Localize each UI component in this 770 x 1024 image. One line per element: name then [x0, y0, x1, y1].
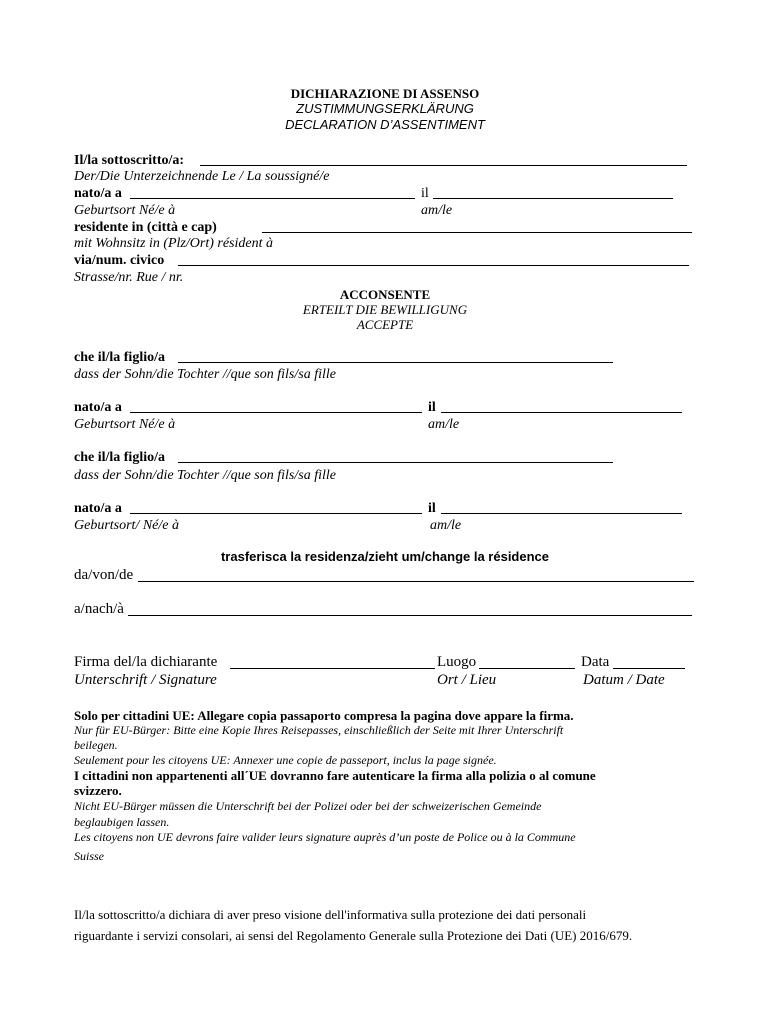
- consent-french: ACCEPTE: [356, 317, 414, 332]
- child2-name-sublabel: dass der Sohn/die Tochter //que son fils/sa fille: [74, 468, 336, 483]
- child2-birthdate-field[interactable]: [441, 513, 682, 514]
- street-label: via/num. civico: [74, 253, 165, 268]
- declarant-birthdate-label: il: [421, 186, 429, 201]
- child2-name-label: che il/la figlio/a: [74, 450, 165, 465]
- privacy-line1: Il/la sottoscritto/a dichiara di aver preso visione dell'informativa sulla protezione dei dati personali: [74, 907, 587, 922]
- note-eu-german-line2: beilegen.: [74, 738, 118, 752]
- street-field[interactable]: [178, 265, 689, 266]
- declarant-name-sublabel: Der/Die Unterzeichnende Le / La soussigné/e: [74, 169, 330, 184]
- declarant-birthplace-label: nato/a a: [74, 186, 122, 201]
- residence-label: residente in (città e cap): [74, 220, 217, 235]
- transfer-to-label: a/nach/à: [74, 601, 124, 617]
- consent-german: ERTEILT DIE BEWILLIGUNG: [302, 302, 468, 317]
- declarant-name-label: Il/la sottoscritto/a:: [74, 153, 185, 168]
- transfer-from-field[interactable]: [138, 581, 694, 582]
- declarant-birthdate-field[interactable]: [433, 198, 673, 199]
- title-german: ZUSTIMMUNGSERKLÄRUNG: [296, 101, 474, 116]
- title-french: DECLARATION D’ASSENTIMENT: [285, 117, 485, 132]
- street-sublabel: Strasse/nr. Rue / nr.: [74, 270, 184, 285]
- signature-field[interactable]: [230, 668, 435, 669]
- note-eu-french: Seulement pour les citoyens UE: Annexer une copie de passeport, inclus la page signée.: [74, 753, 497, 767]
- transfer-to-field[interactable]: [128, 615, 692, 616]
- child1-name-sublabel: dass der Sohn/die Tochter //que son fils/sa fille: [74, 367, 336, 382]
- consent-italian: ACCONSENTE: [339, 287, 431, 302]
- note-noneu-italian-line1: I cittadini non appartenenti all´UE dovranno fare autenticare la firma alla polizia o al comune: [74, 768, 596, 783]
- signature-sublabel: Unterschrift / Signature: [74, 672, 217, 688]
- child1-birthplace-field[interactable]: [130, 412, 422, 413]
- note-noneu-german-line2: beglaubigen lassen.: [74, 815, 170, 829]
- child1-birthdate-field[interactable]: [441, 412, 682, 413]
- child2-birthplace-sublabel: Geburtsort/ Né/e à: [74, 518, 179, 533]
- residence-sublabel: mit Wohnsitz in (Plz/Ort) résident à: [74, 236, 273, 251]
- note-noneu-french-line2: Suisse: [74, 849, 104, 863]
- signature-label: Firma del/la dichiarante: [74, 654, 218, 670]
- title-italian: DICHIARAZIONE DI ASSENSO: [290, 86, 480, 101]
- privacy-line2: riguardante i servizi consolari, ai sensi del Regolamento Generale sulla Protezione dei Dati (UE) 2016/679.: [74, 928, 633, 943]
- declarant-name-field[interactable]: [200, 165, 687, 166]
- note-eu-german-line1: Nur für EU-Bürger: Bitte eine Kopie Ihres Reisepasses, einschließlich der Seite mit Ihrer Unterschrift: [74, 723, 564, 737]
- place-field[interactable]: [479, 668, 575, 669]
- declarant-birthplace-sublabel: Geburtsort Né/e à: [74, 203, 176, 218]
- declarant-birthplace-field[interactable]: [130, 198, 415, 199]
- note-noneu-german-line1: Nicht EU-Bürger müssen die Unterschrift bei der Polizei oder bei der schweizerischen Gemeinde: [74, 799, 542, 813]
- transfer-from-label: da/von/de: [74, 567, 134, 583]
- child2-birthdate-label: il: [428, 501, 436, 516]
- child1-birthplace-sublabel: Geburtsort Né/e à: [74, 417, 176, 432]
- child2-birthdate-sublabel: am/le: [430, 518, 462, 533]
- place-label: Luogo: [437, 654, 477, 670]
- child1-birthdate-sublabel: am/le: [428, 417, 460, 432]
- date-label: Data: [581, 654, 610, 670]
- child1-birthdate-label: il: [428, 400, 436, 415]
- date-sublabel: Datum / Date: [583, 672, 665, 688]
- note-noneu-french-line1: Les citoyens non UE devrons faire valider leurs signature auprès d’un poste de Police ou à la Commune: [74, 830, 576, 844]
- child1-birthplace-label: nato/a a: [74, 400, 122, 415]
- date-field[interactable]: [613, 668, 685, 669]
- child1-name-label: che il/la figlio/a: [74, 350, 165, 365]
- child2-birthplace-field[interactable]: [130, 513, 422, 514]
- declarant-birthdate-sublabel: am/le: [421, 203, 453, 218]
- child1-name-field[interactable]: [178, 362, 613, 363]
- place-sublabel: Ort / Lieu: [437, 672, 497, 688]
- transfer-heading: trasferisca la residenza/zieht um/change la résidence: [220, 549, 550, 564]
- note-noneu-italian-line2: svizzero.: [74, 783, 122, 798]
- residence-field[interactable]: [262, 232, 692, 233]
- note-eu-italian: Solo per cittadini UE: Allegare copia passaporto compresa la pagina dove appare la firma.: [74, 708, 574, 723]
- child2-birthplace-label: nato/a a: [74, 501, 122, 516]
- child2-name-field[interactable]: [178, 462, 613, 463]
